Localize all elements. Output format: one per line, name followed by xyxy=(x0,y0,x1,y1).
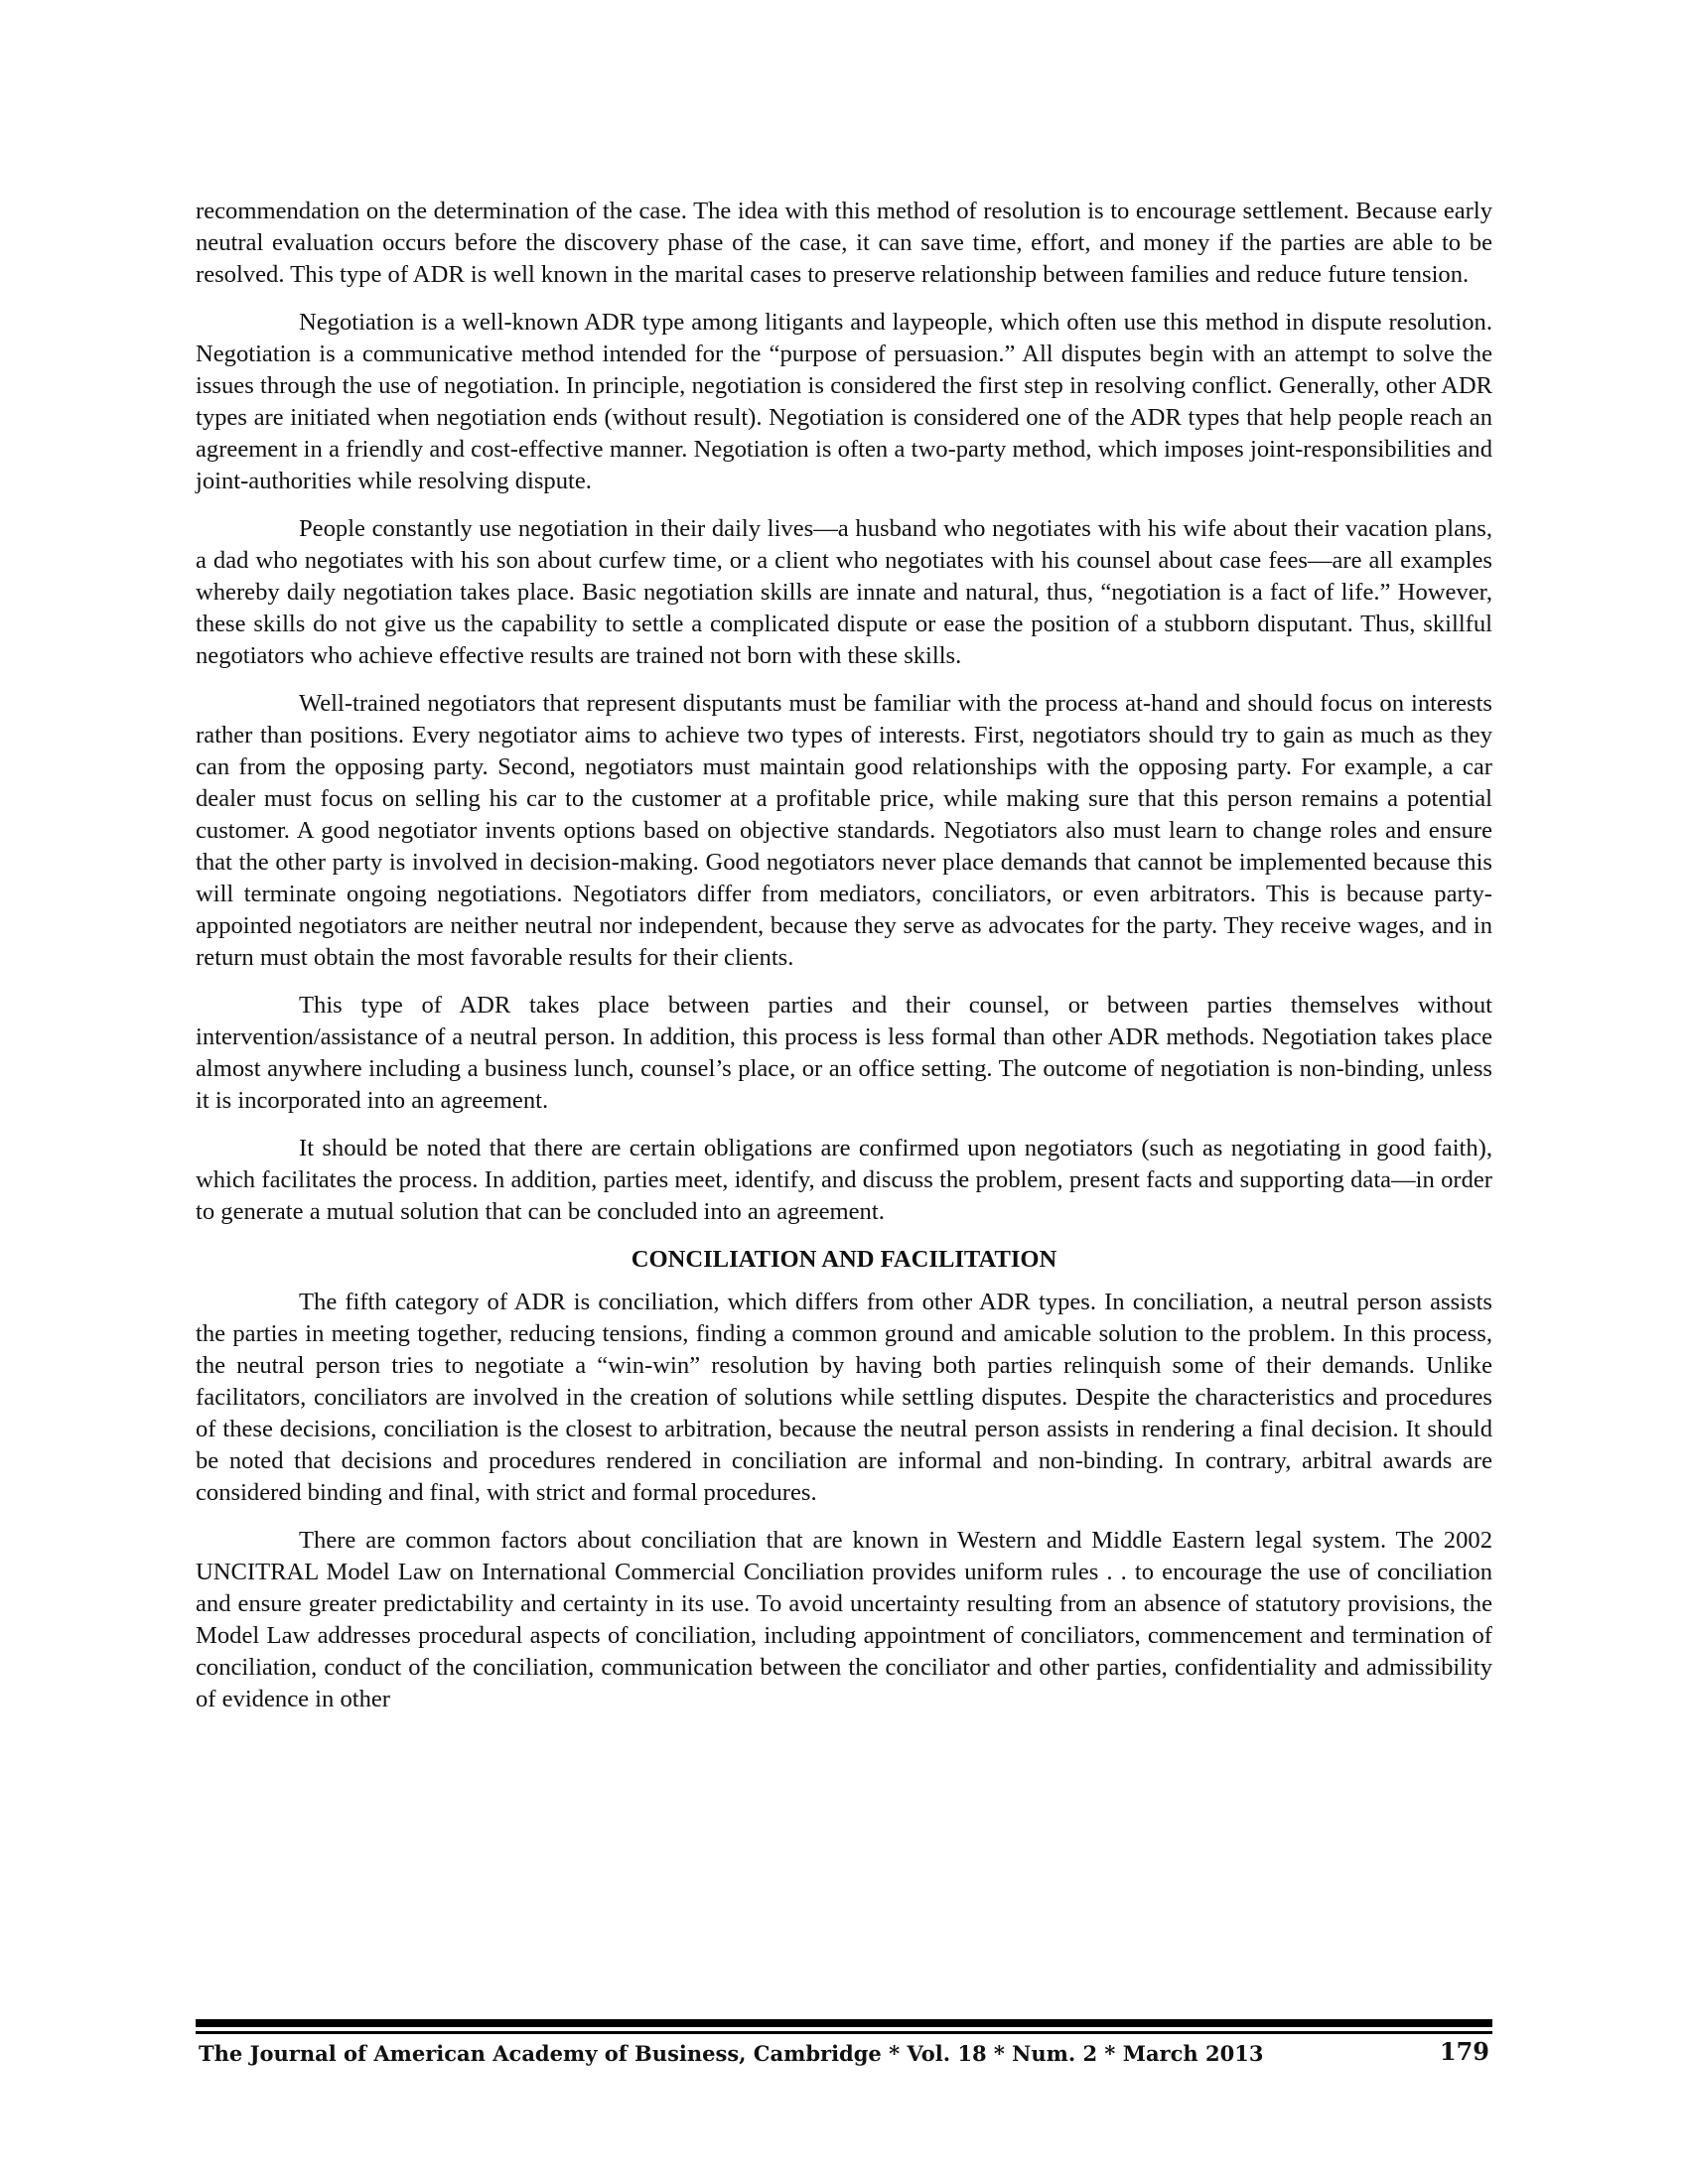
paragraph-daily-negotiation: People constantly use negotiation in their daily lives—a husband who negotiates with his wife about their vacation plans, a dad who negotiates with his son about curfew time, or a client who negotiates with his counsel about case fees—are all examples whereby daily negotiation takes place. Basic negotiation skills are innate and natural, thus, “negotiation is a fact of life.” However, these skills do not give us the capability to settle a complicated dispute or ease the position of a stubborn disputant. Thus, skillful negotiators who achieve effective results are trained not born with these skills. xyxy=(196,515,1492,669)
section-heading: CONCILIATION AND FACILITATION xyxy=(631,1246,1057,1273)
page-number: 179 xyxy=(1439,2037,1489,2066)
paragraph-obligations: It should be noted that there are certain obligations are confirmed upon negotiators (such as negotiating in good faith), which facilitates the process. In addition, parties meet, identify, and discuss the problem, present facts and supporting data—in order to generate a mutual solution that can be concluded into an agreement. xyxy=(196,1135,1492,1225)
footer-journal-citation: The Journal of American Academy of Business, Cambridge * Vol. 18 * Num. 2 * March 2013 xyxy=(199,2041,1264,2066)
paragraph-adr-parties: This type of ADR takes place between parties and their counsel, or between parties themselves without intervention/assistance of a neutral person. In addition, this process is less formal than other ADR methods. Negotiation takes place almost anywhere including a business lunch, counsel’s place, or an office setting. The outcome of negotiation is non-binding, unless it is incorporated into an agreement. xyxy=(196,992,1492,1114)
paragraph-conciliation: The fifth category of ADR is conciliation, which differs from other ADR types. In conciliation, a neutral person assists the parties in meeting together, reducing tensions, finding a common ground and amicable solution to the problem. In this process, the neutral person tries to negotiate a “win-win” resolution by having both parties relinquish some of their demands. Unlike facilitators, conciliators are involved in the creation of solutions while settling disputes. Despite the characteristics and procedures of these decisions, conciliation is the closest to arbitration, because the neutral person assists in rendering a final decision. It should be noted that decisions and procedures rendered in conciliation are informal and non-binding. In contrary, arbitral awards are considered binding and final, with strict and formal procedures. xyxy=(196,1289,1492,1506)
paragraph-continued: recommendation on the determination of the case. The idea with this method of resolution is to encourage settlement. Because early neutral evaluation occurs before the discovery phase of the case, it can save time, effort, and money if the parties are able to be resolved. This type of ADR is well known in the marital cases to preserve relationship between families and reduce future tension. xyxy=(196,198,1492,288)
paragraph-well-trained-negotiators: Well-trained negotiators that represent disputants must be familiar with the process at-hand and should focus on interests rather than positions. Every negotiator aims to achieve two types of interests. First, negotiators should try to gain as much as they can from the opposing party. Second, negotiators must maintain good relationships with the opposing party. For example, a car dealer must focus on selling his car to the customer at a profitable price, while making sure that this person remains a potential customer. A good negotiator invents options based on objective standards. Negotiators also must learn to change roles and ensure that the other party is involved in decision-making. Good negotiators never place demands that cannot be implemented because this will terminate ongoing negotiations. Negotiators differ from mediators, conciliators, or even arbitrators. This is because party-appointed negotiators are neither neutral nor independent, because they serve as advocates for the party. They receive wages, and in return must obtain the most favorable results for their clients. xyxy=(196,690,1492,971)
footer-rule-thin xyxy=(196,2031,1492,2034)
footer-rule-thick xyxy=(196,2019,1492,2027)
paragraph-negotiation-intro: Negotiation is a well-known ADR type among litigants and laypeople, which often use this method in dispute resolution. Negotiation is a communicative method intended for the “purpose of persuasion.” All disputes begin with an attempt to solve the issues through the use of negotiation. In principle, negotiation is considered the first step in resolving conflict. Generally, other ADR types are initiated when negotiation ends (without result). Negotiation is considered one of the ADR types that help people reach an agreement in a friendly and cost-effective manner. Negotiation is often a two-party method, which imposes joint-responsibilities and joint-authorities while resolving dispute. xyxy=(196,309,1492,494)
body-text xyxy=(196,196,1492,1715)
paragraph-uncitral: There are common factors about conciliation that are known in Western and Middle Eastern legal system. The 2002 UNCITRAL Model Law on International Commercial Conciliation provides uniform rules . . to encourage the use of conciliation and ensure greater predictability and certainty in its use. To avoid uncertainty resulting from an absence of statutory provisions, the Model Law addresses procedural aspects of conciliation, including appointment of conciliators, commencement and termination of conciliation, conduct of the conciliation, communication between the conciliator and other parties, confidentiality and admissibility of evidence in other xyxy=(196,1527,1492,1712)
